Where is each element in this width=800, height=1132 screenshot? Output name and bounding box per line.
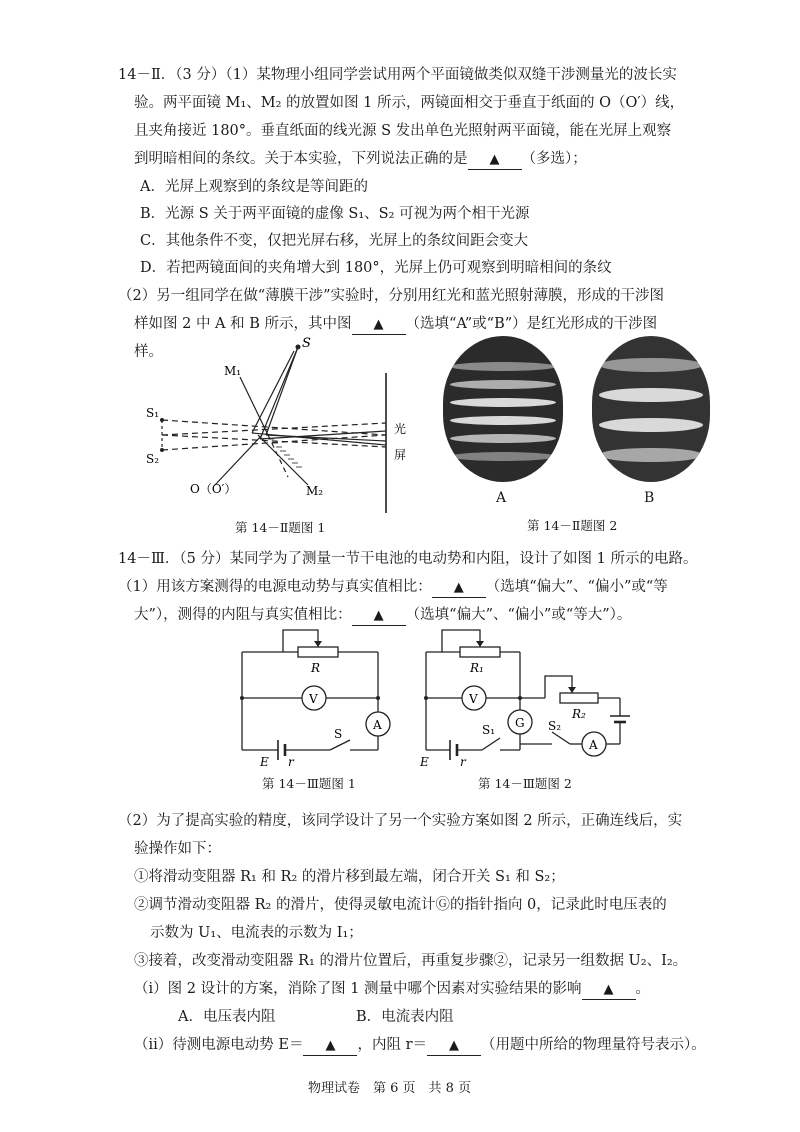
q14-2-line4-tail: （多选）； — [521, 151, 587, 167]
label-r: R — [311, 661, 321, 675]
answer-blank[interactable] — [427, 1036, 481, 1056]
image-s2-dot — [160, 448, 164, 452]
ammeter-a: A — [589, 738, 598, 752]
slider-arrow — [314, 641, 322, 647]
label-r-internal: r — [460, 755, 466, 768]
label-e: E — [420, 755, 429, 768]
option-c: C．其他条件不变，仅把光屏右移，光屏上的条纹间距会变大 — [140, 233, 529, 249]
step-1: ①将滑动变阻器 R₁ 和 R₂ 的滑片移到最左端，闭合开关 S₁ 和 S₂； — [134, 869, 565, 885]
question-ii — [134, 1034, 706, 1056]
step-3: ③接着，改变滑动变阻器 R₁ 的滑片位置后，再重复步骤②，记录另一组数据 U₂、I₂。 — [134, 953, 688, 969]
q14-3-line3 — [134, 604, 631, 626]
answer-blank-mark: ▲ — [373, 317, 384, 332]
q14-3-part2-line1: （2）为了提高实验的精度，该同学设计了另一个实验方案如图 2 所示，正确连线后，实 — [118, 813, 683, 829]
answer-blank[interactable] — [468, 150, 522, 170]
figure-caption: 第 14－Ⅱ题图 2 — [527, 518, 618, 533]
label-s1: S₁ — [146, 406, 160, 420]
q14-2-part2-line2-text: 样如图 2 中 A 和 B 所示，其中图 — [134, 316, 352, 332]
q14-3-part2-line2: 验操作如下： — [134, 841, 221, 857]
q14-2-line4 — [134, 148, 587, 170]
mirror-diagram — [140, 335, 430, 515]
answer-blank[interactable] — [352, 606, 406, 626]
label-r-internal: r — [288, 755, 294, 768]
step-2: ②调节滑动变阻器 R₂ 的滑片，使得灵敏电流计Ⓖ的指针指向 0，记录此时电压表的 — [134, 897, 667, 913]
photo-label-a: A — [496, 490, 507, 506]
slider-arrow — [568, 687, 576, 693]
q14-2-part2-line2 — [134, 313, 657, 335]
image-s1-dot — [160, 418, 164, 422]
q14-3-line2-tail: （选填“偏大”、“偏小”或“等 — [485, 579, 668, 595]
question-i-tail: 。 — [635, 981, 651, 997]
option-a: A．光屏上观察到的条纹是等间距的 — [140, 179, 368, 195]
voltmeter-v: V — [309, 692, 318, 706]
question-i-text: （ⅰ）图 2 设计的方案，消除了图 1 测量中哪个因素对实验结果的影响 — [134, 981, 582, 997]
label-switch-s1: S₁ — [482, 723, 496, 737]
circuit-diagram-2 — [420, 626, 650, 768]
answer-blank-mark: ▲ — [449, 1038, 460, 1053]
q14-3-line2 — [118, 576, 668, 598]
option-b: B．光源 S 关于两平面镜的虚像 S₁、S₂ 可视为两个相干光源 — [140, 206, 530, 222]
question-ii-tail: （用题中所给的物理量符号表示）。 — [481, 1037, 706, 1053]
q14-2-line1: 14－Ⅱ．（3 分）（1）某物理小组同学尝试用两个平面镜做类似双缝干涉测量光的波长实 — [118, 67, 677, 83]
q14-2-part2-line3: 样。 — [134, 344, 163, 360]
question-i — [134, 978, 650, 1000]
source-s-dot — [296, 345, 301, 350]
label-r1: R₁ — [470, 661, 484, 675]
answer-blank[interactable] — [432, 578, 486, 598]
voltmeter-v: V — [469, 692, 478, 706]
slider-arrow — [476, 641, 484, 647]
photo-label-b: B — [644, 490, 655, 506]
label-o: O（O′） — [190, 482, 237, 496]
label-m2: M₂ — [306, 484, 324, 498]
q14-3-line2-text: （1）用该方案测得的电源电动势与真实值相比： — [118, 579, 432, 595]
q14-3-line1: 14－Ⅲ．（5 分）某同学为了测量一节干电池的电动势和内阻，设计了如图 1 所示的电路。 — [118, 551, 698, 567]
label-r2: R₂ — [572, 707, 586, 721]
option-d: D．若把两镜面间的夹角增大到 180°，光屏上仍可观察到明暗相间的条纹 — [140, 260, 612, 276]
interference-photo-a — [443, 336, 563, 482]
q14-2-part2-line1: （2）另一组同学在做“薄膜干涉”实验时，分别用红光和蓝光照射薄膜，形成的干涉图 — [118, 288, 665, 304]
ammeter-a: A — [373, 718, 382, 732]
label-s: S — [302, 336, 311, 351]
label-e: E — [260, 755, 269, 768]
answer-blank-mark: ▲ — [373, 608, 384, 623]
answer-blank-mark: ▲ — [489, 152, 500, 167]
galvanometer-g: G — [515, 716, 525, 730]
choice-a: A．电压表内阻 — [178, 1009, 276, 1025]
q14-3-line3-text: 大”），测得的内阻与真实值相比： — [134, 607, 352, 623]
circuit-diagram-1 — [238, 626, 398, 768]
interference-photo-b — [592, 336, 710, 482]
q14-3-line3-tail: （选填“偏大”、“偏小”或“等大”）。 — [405, 607, 632, 623]
q14-2-part2-line2-tail: （选填“A”或“B”）是红光形成的干涉图 — [405, 316, 658, 332]
label-s2: S₂ — [146, 452, 160, 466]
choice-b: B．电流表内阻 — [356, 1009, 454, 1025]
answer-blank[interactable] — [582, 980, 636, 1000]
figure-caption: 第 14－Ⅲ题图 2 — [478, 776, 572, 791]
answer-blank-mark: ▲ — [603, 982, 614, 997]
question-ii-mid: ，内阻 r＝ — [357, 1037, 428, 1053]
answer-blank[interactable] — [352, 315, 406, 335]
label-switch-s: S — [334, 727, 343, 741]
q14-2-line3: 且夹角接近 180°。垂直纸面的线光源 S 发出单色光照射两平面镜，能在光屏上观察 — [134, 123, 672, 139]
page-footer: 物理试卷 第 6 页 共 8 页 — [308, 1081, 472, 1096]
question-ii-text: （ⅱ）待测电源电动势 E＝ — [134, 1037, 304, 1053]
q14-2-line4-text: 到明暗相间的条纹。关于本实验，下列说法正确的是 — [134, 151, 468, 167]
label-switch-s2: S₂ — [548, 719, 562, 733]
label-screen-2: 屏 — [394, 448, 407, 462]
axis-line-o — [215, 435, 262, 485]
step-2-cont: 示数为 U₁、电流表的示数为 I₁； — [150, 925, 363, 941]
label-m1: M₁ — [224, 364, 242, 378]
label-screen-1: 光 — [394, 422, 407, 436]
answer-blank-mark: ▲ — [453, 580, 464, 595]
figure-caption: 第 14－Ⅱ题图 1 — [235, 520, 326, 535]
answer-blank-mark: ▲ — [325, 1038, 336, 1053]
answer-blank[interactable] — [303, 1036, 357, 1056]
figure-caption: 第 14－Ⅲ题图 1 — [262, 776, 356, 791]
q14-2-line2: 验。两平面镜 M₁、M₂ 的放置如图 1 所示，两镜面相交于垂直于纸面的 O（O′）线， — [134, 95, 685, 111]
